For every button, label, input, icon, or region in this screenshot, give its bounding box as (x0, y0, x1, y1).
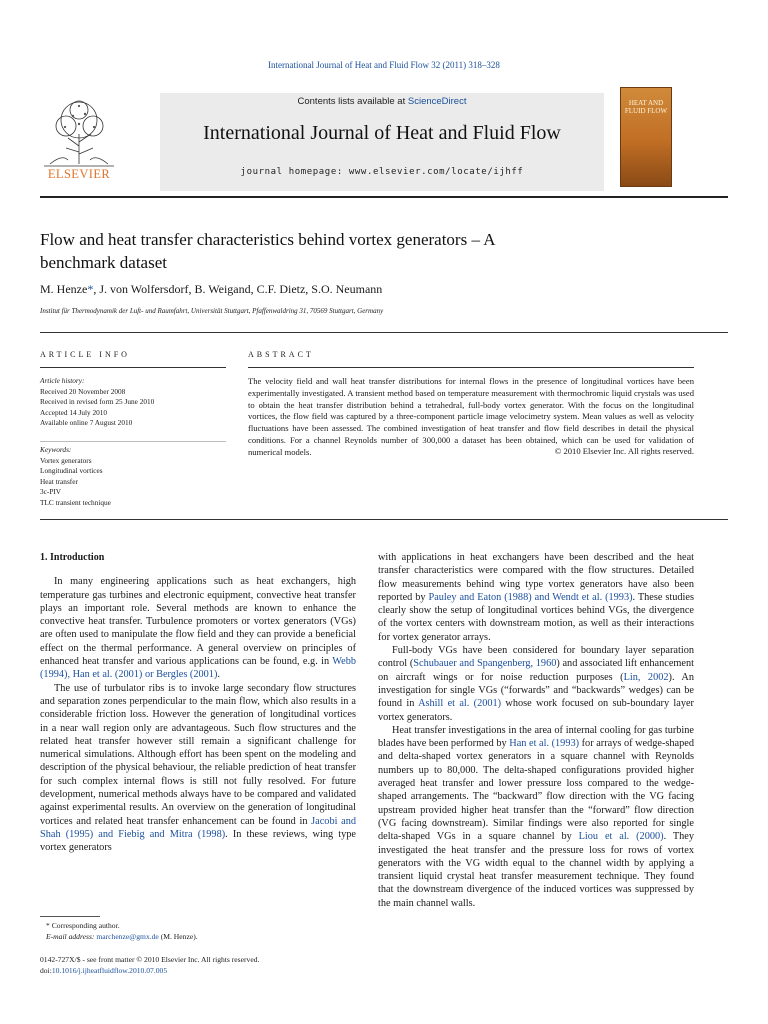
journal-citation-link[interactable]: International Journal of Heat and Fluid Flow 32 (2011) 318–328 (268, 60, 500, 70)
corresponding-author-marker[interactable]: * (87, 282, 94, 296)
doi-prefix: doi: (40, 966, 52, 975)
paragraph: In many engineering applications such as heat exchangers, high temperature gas turbines and electronic equipment, convective heat transfer plays an important role. Several methods are known to enhance the convective heat transfer. Turbulence promoters or vortex generators (VGs) are often used to manipulate the flow field and they can provide a beneficial effect on the thermal performance. A general overview on principles of enhanced heat transfer and various applications can be found, e.g. in Webb (1994), Han et al. (2001) or Bergles (2001). (40, 576, 356, 681)
keywords (40, 445, 230, 508)
citation-link[interactable]: Webb (1994), Han et al. (2001) or Bergles (2001) (40, 656, 356, 681)
contents-prefix: Contents lists available at (297, 96, 408, 107)
paragraph: with applications in heat exchangers have been described and the heat transfer characteristics were compared with the flow structures. Detailed flow measurements behind wing type vortex generators have also been reported by Pauley and Eaton (1988) and Wendt et al. (1993). These studies clearly show the setup of longitudinal vortices behind VGs, the divergence of the vortex centers with downstream motion, as well as their interactions for vortex generator arrays. (378, 552, 694, 643)
publication-footer (40, 954, 380, 976)
footnote-rule (40, 916, 100, 917)
keyword: Vortex generators (40, 455, 92, 465)
paragraph: Heat transfer investigations in the area of internal cooling for gas turbine blades have been performed by Han et al. (1993) for arrays of wedge-shaped and delta-shaped vortex generators in a square channel with Reynolds numbers up to 80,000. The delta-shaped configurations provided higher averaged heat transfer and lower pressure loss compared to the wedge-shaped arrangements. The “backward” flow direction with the VG facing upstream provided higher heat transfer than the “forward” flow direction (VG facing downstream). Similar findings were also reported for single delta-shaped VGs in a square channel by Liou et al. (2000). They investigated the heat transfer and the pressure loss for rows of vortex generators with the VG width equal to the channel width by applying a transient liquid crystal heat transfer measurement technique. They found that the downstream divergence of the induced vortices was suppressed by the main channel walls. (378, 724, 695, 909)
author-list (40, 282, 720, 297)
body-right-column (378, 551, 694, 910)
keyword: Longitudinal vortices (40, 466, 103, 475)
history-label: Article history: (40, 376, 85, 385)
sciencedirect-link[interactable]: ScienceDirect (407, 96, 467, 107)
body-left-column (40, 551, 356, 855)
header-rule (40, 196, 728, 198)
section-heading-introduction: 1. Introduction (40, 552, 105, 563)
footnote-corresponding (46, 920, 366, 942)
abstract-rule (248, 367, 694, 368)
history-revised: Received in revised form 25 June 2010 (40, 397, 155, 406)
article-info-label: ARTICLE INFO (40, 350, 130, 359)
article-title: Flow and heat transfer characteristics behind vortex generators – A benchmark dataset (40, 230, 495, 272)
elsevier-wordmark: ELSEVIER (47, 167, 111, 181)
journal-cover-title: HEAT AND FLUID FLOW (624, 99, 668, 115)
affiliation: Institut für Thermodynamik der Luft- und Raumfahrt, Universität Stuttgart, Pfaffenwaldring 31, 70569 Stuttgart, Germany (40, 307, 384, 315)
citation-link[interactable]: Jacobi and Shah (1995) and Fiebig and Mitra (1998) (40, 815, 357, 840)
citation-link[interactable]: Pauley and Eaton (1988) and Wendt et al. (1993) (428, 591, 633, 603)
email-suffix: (M. Henze). (160, 932, 198, 941)
history-online: Available online 7 August 2010 (40, 418, 133, 427)
email-link[interactable]: marchenze@gmx.de (96, 932, 159, 941)
keyword: Heat transfer (40, 476, 78, 486)
issn-line: 0142-727X/$ - see front matter © 2010 Elsevier Inc. All rights reserved. (40, 955, 260, 964)
article-history (40, 376, 230, 429)
abstract-label: ABSTRACT (248, 350, 314, 359)
citation-link[interactable]: Lin, 2002 (623, 671, 669, 683)
keyword: TLC transient technique (40, 497, 111, 507)
keywords-rule (40, 441, 226, 442)
paragraph: The use of turbulator ribs is to invoke large secondary flow structures and separation zones perpendicular to the main flow, which also results in a considerable friction loss. However the generation of longitudinal vortices in a near wall region only are advantageous. Such flow structures and the related heat transfer however still remain a significant challenge for numerical simulations. Although effort has been spent on the modeling and description of the physical behaviour, the reliable prediction of heat transfer for such complex internal flows is still not fully resolved. For future development, numerical methods always have to be compared and validated against experimental results. An overview on the generation of longitudinal vortices and related heat transfer enhancement can be found in Jacobi and Shah (1995) and Fiebig and Mitra (1998). In these reviews, wing type vortex generators (40, 682, 357, 854)
authors-rest: , J. von Wolfersdorf, B. Weigand, C.F. Dietz, S.O. Neumann (93, 282, 383, 296)
corresponding-author-label: Corresponding author. (51, 921, 120, 930)
abstract-text: The velocity field and wall heat transfer distributions for internal flows in the presence of longitudinal vortices have been experimentally investigated. A transient method based on temperature measurement with thermochromic liquid crystals was used to obtain the heat transfer distribution behind a tetrahedral, full-body vortex generator. With the focus on the longitudinal vortices, the flow field was captured by a three-component particle image velocimetry system. Mean values as well as velocity fluctuations have been assessed. The combined investigation of heat transfer and flow field describes in detail the physical conditions. For a channel Reynolds number of 300,000 a dataset has been obtained, which can be used for validation of numerical models. (248, 376, 694, 457)
history-accepted: Accepted 14 July 2010 (40, 407, 108, 417)
homepage-url[interactable]: www.elsevier.com/locate/ijhff (348, 167, 524, 177)
homepage-label: journal homepage: (240, 167, 349, 177)
doi-link[interactable]: 10.1016/j.ijheatfluidflow.2010.07.005 (51, 966, 168, 975)
citation-link[interactable]: Liou et al. (2000) (578, 831, 664, 843)
author-henze: M. Henze (40, 282, 88, 296)
citation-link[interactable]: Han et al. (1993) (509, 738, 580, 750)
keywords-label: Keywords: (40, 445, 72, 454)
journal-homepage (160, 167, 604, 177)
contents-line (160, 96, 604, 107)
abstract-bottom-rule (40, 519, 728, 520)
footnote-star: * (46, 921, 50, 930)
citation-link[interactable]: Ashill et al. (2001) (418, 698, 502, 710)
article-info-rule (40, 367, 226, 368)
abstract-copyright: © 2010 Elsevier Inc. All rights reserved. (554, 446, 694, 456)
citation-link[interactable]: Schubauer and Spangenberg, 1960 (413, 658, 557, 670)
journal-title: International Journal of Heat and Fluid Flow (203, 122, 561, 144)
history-received: Received 20 November 2008 (40, 386, 126, 396)
keyword: 3c-PIV (40, 487, 62, 496)
paragraph: Full-body VGs have been considered for boundary layer separation control (Schubauer and Spangenberg, 1960) and associated lift enhancement on aircraft wings or for noise reduction purposes (Lin, 2002). An investigation for single VGs (“forwards” and “backwards” wedges) can be found in Ashill et al. (2001) whose work focused on sub-boundary layer vortex generators. (378, 645, 695, 723)
email-label: E-mail address: (46, 932, 95, 941)
title-rule (40, 332, 728, 333)
